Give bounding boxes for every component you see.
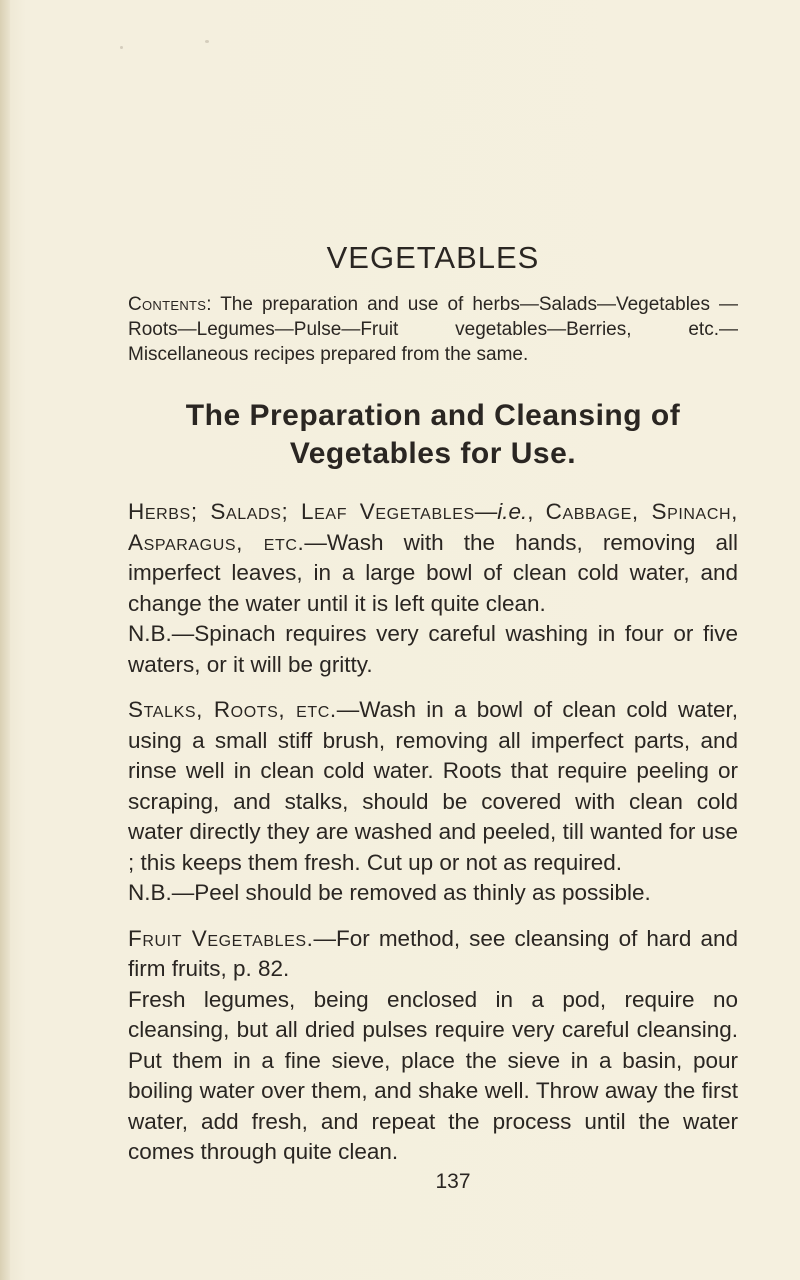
paper-speck: [120, 46, 123, 49]
binding-edge: [0, 0, 10, 1280]
stalks-text: —Wash in a bowl of clean cold water, using a small stiff brush, removing all imperfect parts, and rinse well in clean cold water. Roots that require peeling or scraping, and stalks, should be covered with clean cold water directly they are washed and peeled, till wanted for use ; this keeps them fresh. Cut up or not as required.: [128, 697, 738, 875]
stalks-paragraph: [128, 695, 738, 878]
herbs-ie: i.e.: [497, 499, 528, 524]
chapter-title: VEGETABLES: [326, 240, 540, 275]
herbs-lead: Herbs; Salads; Leaf Vegetables: [128, 499, 475, 524]
contents-lead: Contents: [128, 294, 207, 315]
contents-text: : The preparation and use of herbs—Salads—Vegetables —Roots—Legumes—Pulse—Fruit vegetables—Berries, etc.— Miscellaneous recipes prepared from the same.: [128, 294, 738, 365]
stalks-note: N.B.—Peel should be removed as thinly as possible.: [128, 880, 651, 905]
contents-paragraph: [128, 292, 738, 367]
herbs-lead-items: Cabbage, Spinach, Asparagus, etc.: [128, 499, 738, 555]
paper-speck: [205, 40, 209, 43]
herbs-text: —Wash with the hands, removing all imperfect leaves, in a large bowl of clean cold water, and change the water until it is left quite clean.: [128, 529, 738, 616]
stalks-lead: Stalks, Roots, etc.: [128, 697, 337, 722]
fruit-lead: Fruit Vegetables.: [128, 925, 314, 951]
page-number: 137: [435, 1169, 471, 1193]
page-content: [128, 240, 738, 1194]
herbs-paragraph: Herbs; Salads; Leaf Vegetables—i.e., Cabbage, Spinach, Asparagus, etc.—Wash with the hands, removing all imperfect leaves, in a large bowl of clean cold water, and change the water until it is left quite clean.: [128, 499, 738, 616]
herbs-note: N.B.—Spinach requires very careful washing in four or five waters, or it will be gritty.: [128, 621, 738, 677]
fruit-text: —For method, see cleansing of hard and firm fruits, p. 82.: [128, 925, 738, 981]
section-heading: The Preparation and Cleansing of Vegetables for Use.: [185, 399, 681, 470]
legumes-paragraph: Fresh legumes, being enclosed in a pod, require no cleansing, but all dried pulses require very careful cleansing. Put them in a fine sieve, place the sieve in a basin, pour boiling water over them, and shake well. Throw away the first water, add fresh, and repeat the process until the water comes through quite clean.: [128, 986, 738, 1164]
fruit-paragraph: [128, 924, 738, 985]
